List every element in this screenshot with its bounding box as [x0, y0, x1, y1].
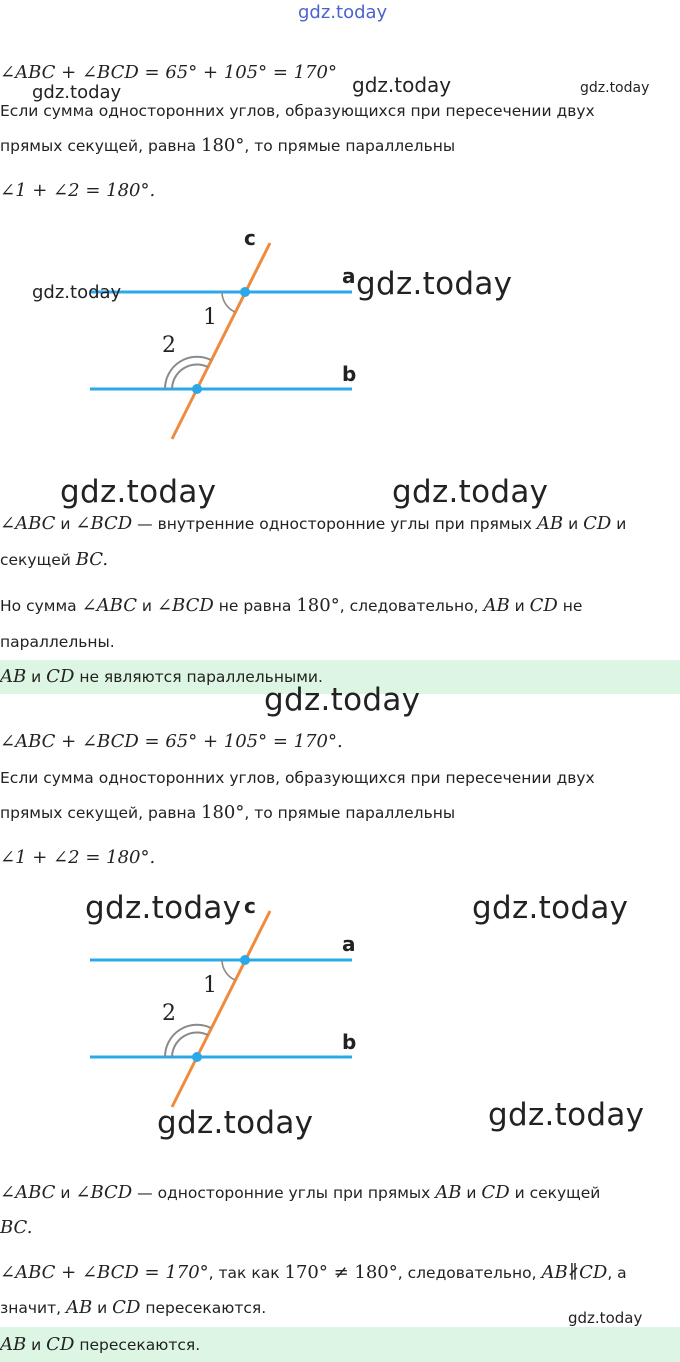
conj: и: [509, 597, 530, 615]
point-intersect-a: [240, 955, 250, 965]
label-c: c: [244, 226, 256, 250]
angle-1-arc: [222, 292, 235, 312]
answer-text: пересекаются.: [74, 1336, 201, 1354]
line-ab: AB: [435, 1182, 462, 1203]
watermark: gdz.today: [85, 890, 242, 926]
conj: и: [26, 668, 47, 686]
line-ab: AB: [483, 595, 510, 616]
conj: и: [92, 1299, 113, 1317]
text: значит,: [0, 1299, 66, 1317]
equation-angles-2: [0, 847, 155, 869]
watermark: gdz.today: [32, 282, 122, 303]
line-bc: BC.: [0, 1217, 33, 1238]
angle-bcd: ∠BCD: [156, 595, 214, 616]
line-cd: CD: [46, 1334, 75, 1355]
rule-text-c: , то прямые параллельны: [244, 804, 456, 822]
label-b: b: [342, 1030, 357, 1054]
equation-angles-text: ∠1 + ∠2 = 180°.: [0, 180, 156, 201]
watermark: gdz.today: [472, 890, 629, 926]
label-a: a: [342, 264, 356, 288]
rule-value: 180°: [201, 802, 245, 823]
watermark-top: gdz.today: [298, 2, 388, 23]
answer-text: не являются параллельными.: [74, 668, 323, 686]
text: , а: [607, 1264, 627, 1282]
conj: и: [55, 1184, 76, 1202]
equation-sum-2: [0, 731, 343, 753]
line-cd: CD: [46, 666, 75, 687]
rule-text-c: , то прямые параллельны: [244, 137, 456, 155]
line-ab: AB: [66, 1297, 93, 1318]
rule-line-4: [0, 802, 455, 824]
watermark: gdz.today: [580, 80, 650, 96]
watermark: gdz.today: [157, 1105, 314, 1141]
rule-line-1: Если сумма односторонних углов, образующихся при пересечении двух: [0, 102, 595, 120]
equation-sum-1: [0, 62, 337, 84]
parallel-lines-diagram-2: [0, 893, 680, 1113]
angle-abc: ∠ABC: [0, 513, 56, 534]
conclusion-line-2: параллельны.: [0, 633, 115, 651]
conclusion-line-4: [0, 1297, 266, 1319]
angle-abc: ∠ABC: [0, 1182, 56, 1203]
conj: и: [137, 597, 157, 615]
equation-text: ∠ABC + ∠BCD = 65° + 105° = 170°.: [0, 731, 343, 752]
label-angle-2: 2: [162, 333, 176, 358]
watermark: gdz.today: [32, 82, 122, 103]
watermark: gdz.today: [392, 474, 549, 510]
line-ab: AB: [536, 513, 564, 534]
angle-abc: ∠ABC: [81, 595, 137, 616]
point-intersect-b: [192, 384, 202, 394]
conj: и: [611, 515, 627, 533]
watermark: gdz.today: [488, 1097, 645, 1133]
line-cd: CD: [481, 1182, 510, 1203]
watermark: gdz.today: [356, 266, 513, 302]
rule-text-a: прямых секущей, равна: [0, 137, 202, 155]
explanation-line-3: [0, 1182, 600, 1204]
watermark: gdz.today: [60, 474, 217, 510]
line-cd: CD: [529, 595, 558, 616]
conj: и: [461, 1184, 482, 1202]
inequality: 170° ≠ 180°: [284, 1262, 398, 1283]
line-cd: CD: [112, 1297, 141, 1318]
text: Но сумма: [0, 597, 82, 615]
value: 180°: [296, 595, 340, 616]
line-cd: CD: [583, 513, 612, 534]
secant-c: [172, 243, 270, 439]
text: и секущей: [509, 1184, 601, 1202]
rule-line-2: [0, 135, 455, 157]
answer-2: [0, 1334, 200, 1356]
label-c: c: [244, 894, 256, 918]
conj: и: [55, 515, 76, 533]
label-angle-1: 1: [203, 305, 217, 330]
line-ab: AB: [0, 1334, 27, 1355]
text: секущей: [0, 551, 76, 569]
line-bc: BC.: [75, 549, 109, 570]
text: , следовательно,: [397, 1264, 542, 1282]
secant-c: [172, 911, 270, 1107]
conj: и: [26, 1336, 47, 1354]
sum-equation: ∠ABC + ∠BCD = 170°: [0, 1262, 209, 1283]
equation-angles-1: [0, 180, 155, 202]
text: — внутренние односторонние углы при прямых: [132, 515, 537, 533]
text: — односторонние углы при прямых: [132, 1184, 436, 1202]
text: не равна: [213, 597, 297, 615]
text: пересекаются.: [140, 1299, 267, 1317]
watermark: gdz.today: [568, 1309, 643, 1327]
label-angle-1: 1: [203, 973, 217, 998]
not-parallel: AB∦CD: [541, 1262, 608, 1283]
rule-value: 180°: [201, 135, 245, 156]
text: не: [557, 597, 583, 615]
explanation-line-1: [0, 513, 626, 535]
conclusion-line-3: [0, 1262, 627, 1284]
label-angle-2: 2: [162, 1001, 176, 1026]
conclusion-line-1: [0, 595, 582, 617]
rule-line-3: Если сумма односторонних углов, образующихся при пересечении двух: [0, 769, 595, 787]
explanation-line-4: [0, 1217, 32, 1239]
text: , так как: [208, 1264, 285, 1282]
rule-text-a: прямых секущей, равна: [0, 804, 202, 822]
conj: и: [563, 515, 584, 533]
watermark: gdz.today: [352, 73, 452, 97]
angle-1-arc: [222, 960, 235, 980]
label-b: b: [342, 362, 357, 386]
point-intersect-a: [240, 287, 250, 297]
parallel-lines-diagram-1: [0, 225, 680, 445]
watermark: gdz.today: [264, 682, 421, 718]
angle-bcd: ∠BCD: [75, 1182, 133, 1203]
equation-text: ∠ABC + ∠BCD = 65° + 105° = 170°: [0, 62, 337, 83]
angle-bcd: ∠BCD: [75, 513, 133, 534]
line-ab: AB: [0, 666, 27, 687]
point-intersect-b: [192, 1052, 202, 1062]
text: , следовательно,: [339, 597, 484, 615]
equation-angles-text: ∠1 + ∠2 = 180°.: [0, 847, 156, 868]
label-a: a: [342, 932, 356, 956]
explanation-line-2: [0, 549, 108, 571]
